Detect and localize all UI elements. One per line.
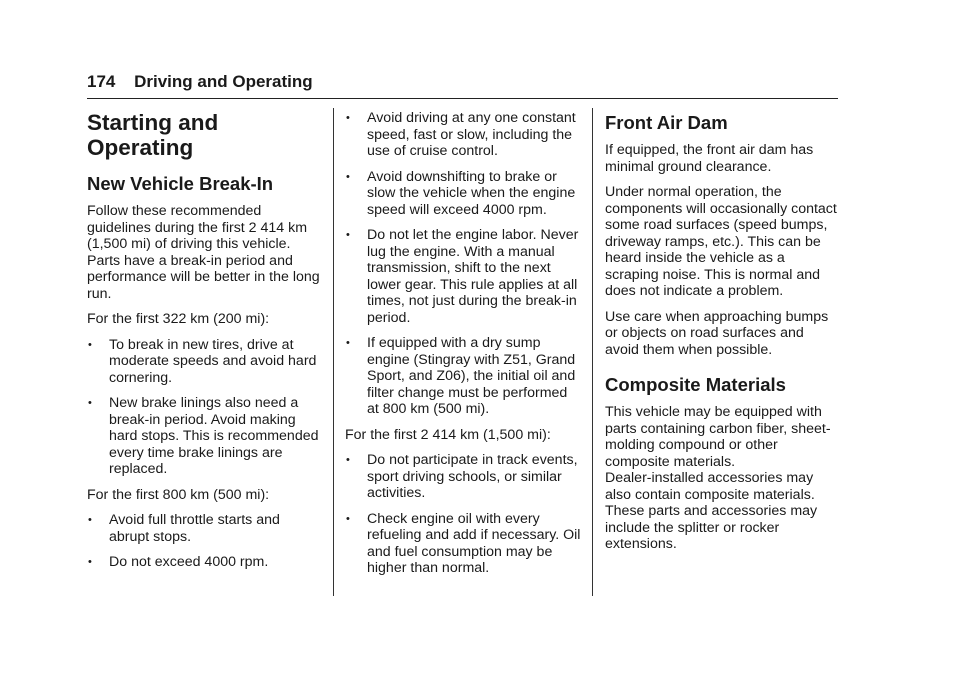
list-item: • Avoid driving at any one constant speed, fast or slow, including the use of cruise control.: [346, 110, 576, 159]
heading-front-air-dam: Front Air Dam: [605, 112, 728, 133]
bullet-icon: •: [346, 337, 350, 349]
column-3: [605, 110, 840, 562]
bullet-icon: •: [88, 338, 92, 351]
page-number: 174: [87, 72, 116, 91]
paragraph: Use care when approaching bumps or objects on road surfaces and avoid them when possible.: [605, 308, 829, 358]
bullet-icon: •: [346, 229, 350, 241]
paragraph: Under normal operation, the components will occasionally contact some road surfaces (speed bumps, driveway ramps, etc.). This can be heard inside the vehicle as a scraping noise. This is normal and does not indicate a problem.: [605, 184, 837, 299]
bullet-icon: •: [88, 556, 92, 568]
lead-first-800km: For the first 800 km (500 mi):: [87, 486, 270, 503]
page-header: [87, 72, 313, 92]
list-item: • Do not participate in track events, sport driving schools, or similar activities.: [346, 452, 578, 501]
bullet-icon: •: [88, 514, 92, 526]
bullet-icon: •: [88, 397, 92, 409]
bullet-icon: •: [346, 512, 350, 525]
list-item: • Do not exceed 4000 rpm.: [88, 554, 269, 570]
lead-first-2414km: For the first 2 414 km (1,500 mi):: [345, 426, 551, 443]
bullet-icon: •: [346, 112, 350, 124]
list-item: • Do not let the engine labor. Never lug the engine. With a manual transmission, shift to the next lower gear. This rule applies at all times, not just during the break-in period.: [346, 227, 579, 326]
header-rule: [87, 98, 838, 99]
column-divider-1: [333, 108, 334, 596]
column-divider-2: [592, 108, 593, 596]
paragraph: Dealer-installed accessories may also contain composite materials. These parts and accessories may include the splitter or rocker extensions.: [605, 470, 818, 552]
list-item: • Avoid downshifting to brake or slow the vehicle when the engine speed will exceed 4000 rpm.: [346, 168, 576, 218]
heading-composite-materials: Composite Materials: [605, 374, 786, 395]
list-item: • Avoid full throttle starts and abrupt stops.: [88, 512, 280, 545]
column-1: [87, 110, 323, 580]
list-item: • Check engine oil with every refueling and add if necessary. Oil and fuel consumption may be higher than normal.: [346, 510, 581, 576]
lead-first-322km: For the first 322 km (200 mi):: [87, 311, 270, 327]
section-title: Driving and Operating: [134, 72, 313, 91]
list-item: • If equipped with a dry sump engine (Stingray with Z51, Grand Sport, and Z06), the initial oil and filter change must be performed at 800 km (500 mi).: [346, 335, 576, 417]
heading-new-vehicle-break-in: New Vehicle Break-In: [87, 173, 274, 194]
paragraph: If equipped, the front air dam has minimal ground clearance.: [605, 142, 814, 175]
bullet-icon: •: [346, 170, 350, 183]
chapter-title: Starting and Operating: [87, 110, 219, 160]
paragraph: This vehicle may be equipped with parts containing carbon fiber, sheet-molding compound or other composite materials.: [605, 404, 831, 470]
bullet-icon: •: [346, 454, 350, 466]
intro-paragraph: Follow these recommended guidelines during the first 2 414 km (1,500 mi) of driving this vehicle. Parts have a break-in period and performance will be better in the long run.: [87, 203, 320, 302]
column-2: [345, 110, 581, 586]
list-item: • New brake linings also need a break-in period. Avoid making hard stops. This is recommended every time brake linings are replaced.: [88, 395, 319, 477]
list-item: • To break in new tires, drive at moderate speeds and avoid hard cornering.: [88, 336, 317, 386]
